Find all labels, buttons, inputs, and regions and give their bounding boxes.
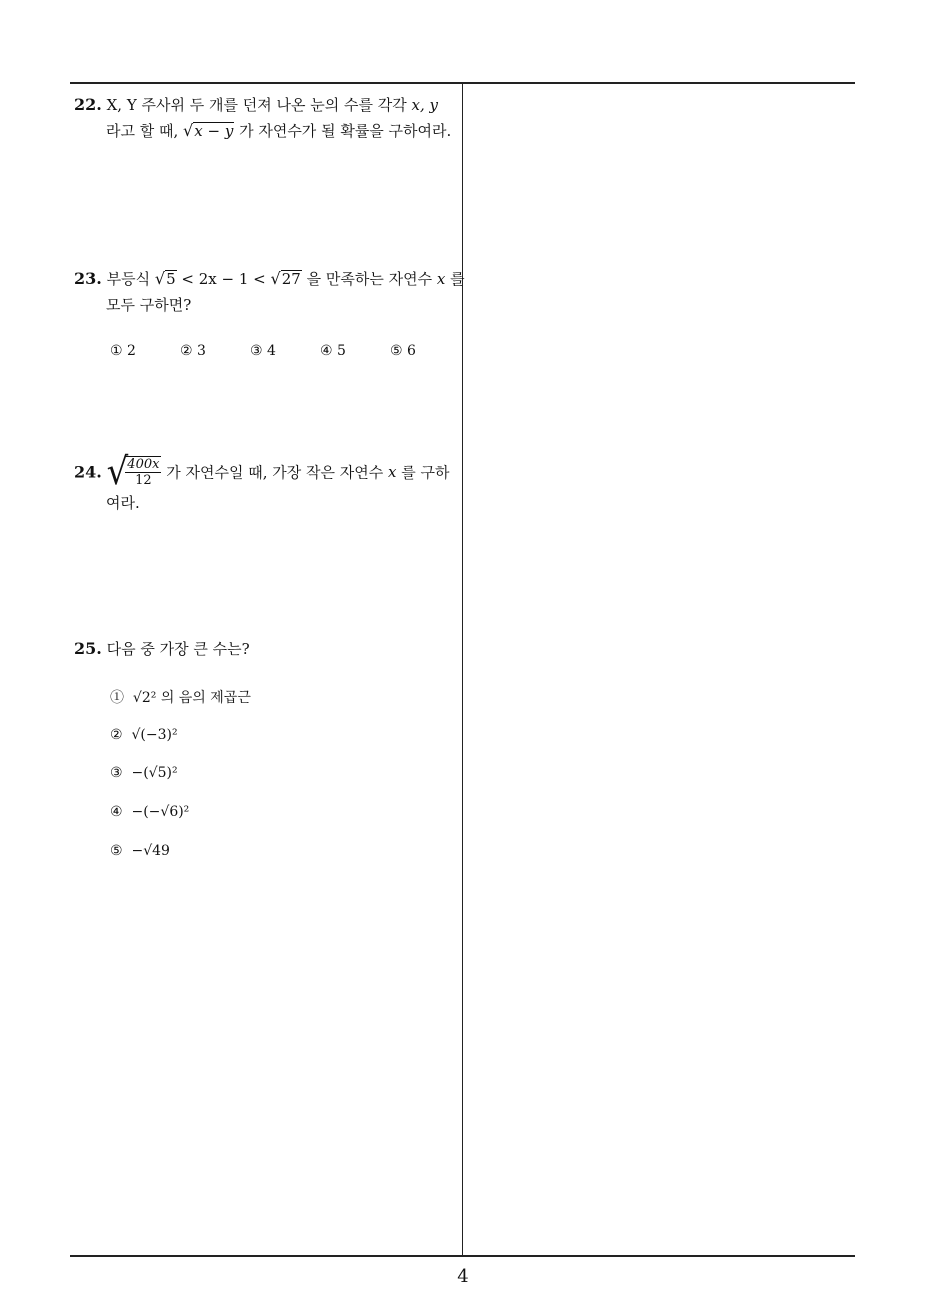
question-text: 를 구하 [401,463,450,482]
choice-value: 6 [407,343,416,359]
choice-value: 5 [337,343,346,359]
question-text: 다음 중 가장 큰 수는? [106,640,250,658]
radical-fraction: √ $\frac{400x}{12}$ [106,450,160,494]
choice-mark: ④ [110,804,123,820]
choice-3[interactable] [110,765,178,781]
math-expr: x − y [194,122,234,140]
choice-expr: −(−√6)² [131,804,190,820]
choice-mark: ③ [250,343,263,359]
math-var: y [429,96,439,114]
choice-mark: ① [110,343,123,359]
choice-mark: ③ [110,765,123,781]
question-text: 을 만족하는 자연수 [306,270,433,288]
choice-mark: ⑤ [390,343,403,359]
math-var: x, [411,96,425,114]
choice-mark: ⑤ [110,843,123,859]
choice-4[interactable] [110,804,189,820]
choice-4[interactable] [320,343,346,359]
choice-1[interactable] [110,687,251,707]
choice-mark: ② [110,727,123,743]
choice-2[interactable] [110,727,178,743]
choice-expr: −(√5)² [131,765,178,781]
choice-expr: −√49 [131,843,170,859]
choice-expr: √(−3)² [131,727,178,743]
choice-value: 4 [267,343,276,359]
choice-3[interactable] [250,343,276,359]
question-text: 가 자연수일 때, 가장 작은 자연수 [166,463,384,482]
question-text: 라고 할 때, [106,122,179,140]
choice-5[interactable] [390,343,416,359]
page-number: 4 [457,1266,469,1287]
math-expr: 5 [166,270,176,288]
question-number: 23. [74,269,102,288]
math-var: x [436,270,446,288]
choice-5[interactable] [110,843,170,859]
question-text: 부등식 [106,270,151,288]
column-divider [462,82,463,1257]
choice-value: 3 [197,343,206,359]
fraction-denominator: 12 [135,473,152,488]
fraction-numerator: 400x [127,457,160,472]
question-number: 22. [74,95,102,114]
question-text: 를 [450,270,465,288]
question-number: 25. [74,639,102,658]
math-var: x [388,463,397,481]
choice-value: 2 [127,343,136,359]
math-expr: 27 [281,270,301,288]
choice-2[interactable] [180,343,206,359]
question-text: X, Y 주사위 두 개를 던져 나온 눈의 수를 각각 [106,96,407,114]
choice-mark: ④ [320,343,333,359]
choice-1[interactable] [110,343,136,359]
question-text: 모두 구하면? [106,296,192,314]
choice-expr: √2² [132,690,157,706]
choice-mark: ① [110,690,124,706]
question-number: 24. [74,462,102,482]
question-text: 여라. [106,494,140,512]
choice-mark: ② [180,343,193,359]
choice-suffix: 의 음의 제곱근 [160,690,251,706]
question-text: 가 자연수가 될 확률을 구하여라. [239,122,452,140]
math-expr: < 2x − 1 < [181,270,266,288]
